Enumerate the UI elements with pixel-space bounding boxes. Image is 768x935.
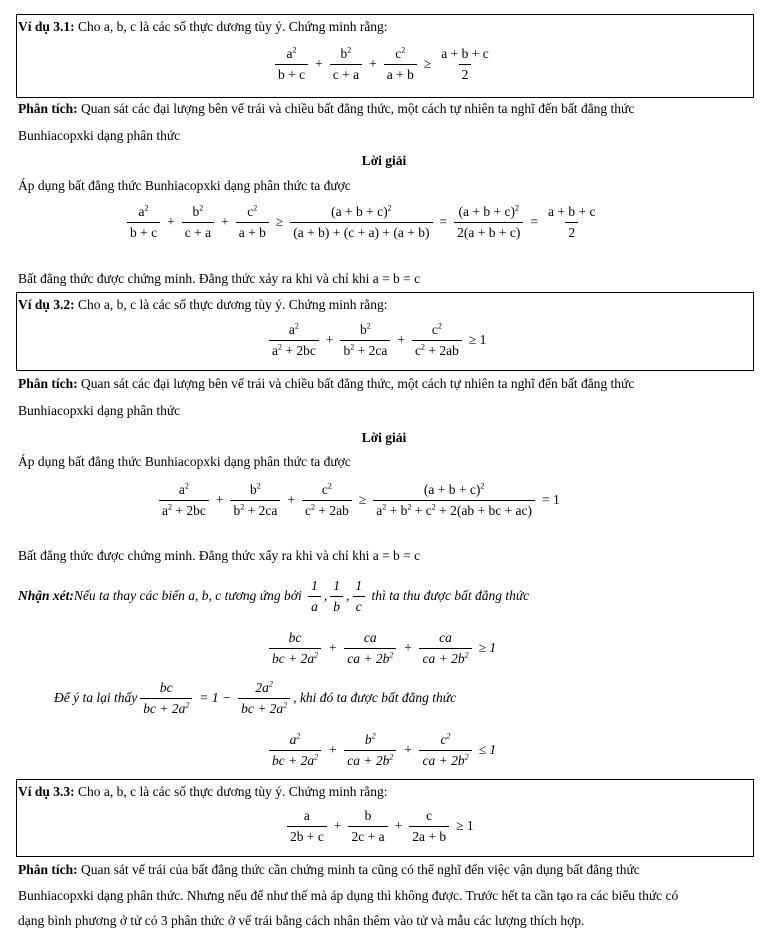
analysis-label: Phân tích: xyxy=(18,101,78,116)
remark-label: Nhận xét: xyxy=(18,588,74,604)
example-label: Ví dụ 3.2: xyxy=(18,297,75,312)
example-3-2-statement xyxy=(18,297,388,313)
inequality-3-2: $\frac{a^2}{a^2 + 2bc}$ + $\frac{b^2}{b^2 + 2ca}$ + $\frac{c^2}{c^2 + 2ab}$ ≥ 1 xyxy=(266,322,490,358)
remark-inequality-2: $\frac{a^2}{bc + 2a^2}$ + $\frac{b^2}{ca + 2b^2}$ + $\frac{c^2}{ca + 2b^2}$ ≤ 1 xyxy=(266,732,500,768)
equality-condition: a = b = c xyxy=(372,271,421,286)
example-label: Ví dụ 3.1: xyxy=(18,19,75,34)
statement-text: Cho a, b, c là các số thực dương tùy ý. Chứng minh rằng: xyxy=(74,297,388,312)
solution-3-2-formula: $\frac{a^2}{a^2 + 2bc}$ + $\frac{b^2}{b^2 + 2ca}$ + $\frac{c^2}{c^2 + 2ab}$ ≥ $\frac{(a + b + c)^2}{a^2 + b^2 + c^2 + 2(ab + bc + ac)}$ = 1 xyxy=(156,482,564,518)
analysis-3-2-line-1: Phân tích: Quan sát các đại lượng bên vế trái và chiều bất đẳng thức, một cách tự nhiên ta nghĩ đến bất đẳng thức xyxy=(18,376,635,391)
remark-inequality-1: $\frac{bc}{bc + 2a^2}$ + $\frac{ca}{ca + 2b^2}$ + $\frac{ca}{ca + 2b^2}$ ≥ 1 xyxy=(266,630,500,666)
statement-text: Cho a, b, c là các số thực dương tùy ý. Chứng minh rằng: xyxy=(74,19,388,34)
analysis-3-2-line-2: Bunhiacopxki dạng phân thức xyxy=(18,403,181,418)
analysis-label: Phân tích: xyxy=(18,862,78,877)
analysis-3-1-line-2: Bunhiacopxki dạng phân thức xyxy=(18,128,181,143)
remark-note-text: Để ý ta lại thấy xyxy=(54,690,138,706)
solution-heading-2: Lời giải xyxy=(361,430,407,445)
example-3-1-statement xyxy=(18,19,388,35)
statement-text: Cho a, b, c là các số thực dương tùy ý. Chứng minh rằng: xyxy=(74,784,388,799)
example-3-3-statement xyxy=(18,784,388,800)
remark-line: Nhận xét: Nếu ta thay các biến a, b, c tương ứng bởi $\frac{1}{a}$ , $\frac{1}{b}$ , $\frac{1}{c}$ thì ta thu được bất đẳng thức xyxy=(18,578,530,614)
inequality-3-1: $\frac{a^2}{b + c}$ + $\frac{b^2}{c + a}$ + $\frac{c^2}{a + b}$ ≥ $\frac{a + b + c}{2}$ xyxy=(272,46,495,82)
remark-text: Nếu ta thay các biến a, b, c tương ứng bởi xyxy=(73,588,302,604)
analysis-label: Phân tích: xyxy=(18,376,78,391)
solution-3-1-intro: Áp dụng bất đẳng thức Bunhiacopxki dạng phân thức ta được xyxy=(18,178,351,193)
analysis-3-1-line-1: Phân tích: Quan sát các đại lượng bên vế trái và chiều bất đẳng thức, một cách tự nhiên ta nghĩ đến bất đẳng thức xyxy=(18,101,635,116)
analysis-3-3-line-1: Phân tích: Quan sát vế trái của bất đẳng thức cần chứng minh ta cũng có thể nghĩ đến việc vận dụng bất đẳng thức xyxy=(18,862,640,877)
example-label: Ví dụ 3.3: xyxy=(18,784,75,799)
solution-3-1-formula: $\frac{a^2}{b + c}$ + $\frac{b^2}{c + a}$ + $\frac{c^2}{a + b}$ ≥ $\frac{(a + b + c)^2}{(a + b) + (c + a) + (a + b)}$ = $\frac{(a + b + c)^2}{2(a + b + c)}$ = $\frac{a + b + c}{2}$ xyxy=(124,204,601,240)
equality-condition: a = b = c xyxy=(372,548,421,563)
remark-note-line: Để ý ta lại thấy $\frac{bc}{bc + 2a^2}$ = 1 − $\frac{2a^2}{bc + 2a^2}$ , khi đó ta được bất đẳng thức xyxy=(54,679,457,716)
solution-3-2-conclusion: Bất đẳng thức được chứng minh. Đẳng thức xẩy ra khi và chỉ khi a = b = c xyxy=(18,548,421,563)
solution-3-1-conclusion: Bất đẳng thức được chứng minh. Đẳng thức xảy ra khi và chỉ khi a = b = c xyxy=(18,271,421,286)
inequality-3-3: $\frac{a}{2b + c}$ + $\frac{b}{2c + a}$ + $\frac{c}{2a + b}$ ≥ 1 xyxy=(284,808,478,844)
solution-3-2-intro: Áp dụng bất đẳng thức Bunhiacopxki dạng phân thức ta được xyxy=(18,454,351,469)
solution-heading-1: Lời giải xyxy=(361,153,407,168)
analysis-3-3-line-2: Bunhiacopxki dạng phân thức. Nhưng nếu để như thế mà áp dụng thì không được. Trước hết ta cần tạo ra các biểu thức có xyxy=(18,888,679,903)
analysis-3-3-line-3: dạng bình phương ở tử có 3 phân thức ở vế trái bằng cách nhân thêm vào tử và mẫu các lượng thích hợp. xyxy=(18,913,585,928)
